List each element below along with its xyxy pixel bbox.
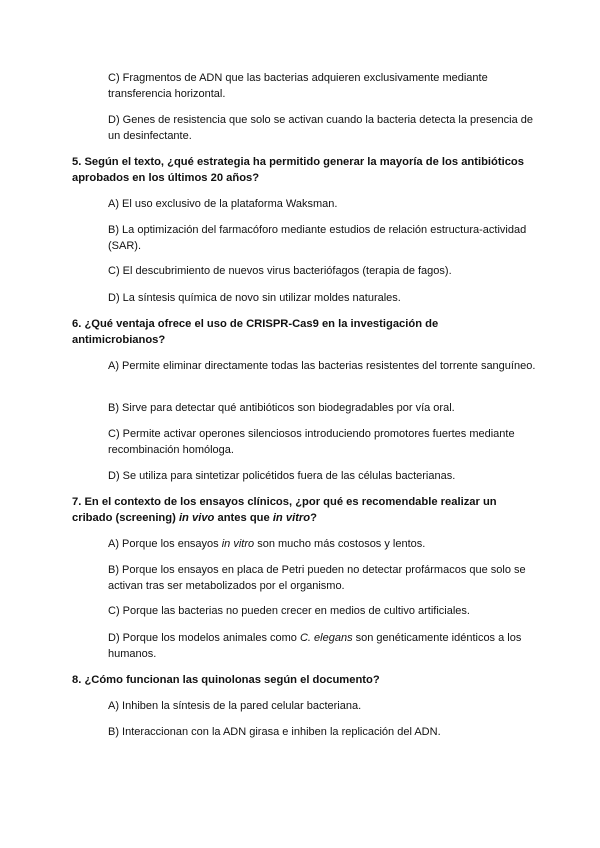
question-7-em-in-vitro: in vitro bbox=[272, 512, 311, 524]
option-7d bbox=[108, 630, 536, 662]
question-5-title: 5. Según el texto, ¿qué estrategia ha permitido generar la mayoría de los antibióticos aprobados en los últimos 20 años? bbox=[72, 156, 524, 184]
option-5a: A) El uso exclusivo de la plataforma Waksman. bbox=[108, 198, 338, 210]
question-6-title: 6. ¿Qué ventaja ofrece el uso de CRISPR-Cas9 en la investigación de antimicrobianos? bbox=[72, 318, 439, 346]
question-7-text-c: ? bbox=[310, 512, 317, 524]
option-7a-em: in vitro bbox=[221, 538, 255, 550]
option-7b: B) Porque los ensayos en placa de Petri pueden no detectar profármacos que solo se activan tras ser metabolizados por el organismo. bbox=[108, 564, 526, 592]
option-8b: B) Interaccionan con la ADN girasa e inhiben la replicación del ADN. bbox=[108, 726, 441, 738]
question-7-text-a: 7. En el contexto de los ensayos clínicos, ¿por qué es recomendable realizar un cribado (screening) bbox=[72, 496, 497, 524]
option-7d-em: C. elegans bbox=[299, 632, 353, 644]
question-8-title: 8. ¿Cómo funcionan las quinolonas según el documento? bbox=[72, 674, 380, 686]
option-5c: C) El descubrimiento de nuevos virus bacteriófagos (terapia de fagos). bbox=[108, 265, 452, 277]
question-7-title bbox=[72, 494, 532, 526]
option-6d: D) Se utiliza para sintetizar policétidos fuera de las células bacterianas. bbox=[108, 470, 456, 482]
option-7a bbox=[108, 536, 536, 552]
option-6b: B) Sirve para detectar qué antibióticos son biodegradables por vía oral. bbox=[108, 402, 455, 414]
question-7-em-in-vivo: in vivo bbox=[178, 512, 215, 524]
option-5d: D) La síntesis química de novo sin utilizar moldes naturales. bbox=[108, 292, 401, 304]
option-6c: C) Permite activar operones silenciosos introduciendo promotores fuertes mediante recombinación homóloga. bbox=[108, 428, 515, 456]
option-4d: D) Genes de resistencia que solo se activan cuando la bacteria detecta la presencia de un desinfectante. bbox=[108, 114, 533, 142]
option-7c: C) Porque las bacterias no pueden crecer en medios de cultivo artificiales. bbox=[108, 605, 470, 617]
option-6a: A) Permite eliminar directamente todas las bacterias resistentes del torrente sanguíneo. bbox=[108, 360, 536, 372]
option-7a-text-a: A) Porque los ensayos bbox=[108, 538, 222, 550]
option-7d-text-b: son genéticamente idénticos a los humanos. bbox=[108, 632, 522, 660]
option-4c: C) Fragmentos de ADN que las bacterias adquieren exclusivamente mediante transferencia horizontal. bbox=[108, 72, 488, 100]
option-8a: A) Inhiben la síntesis de la pared celular bacteriana. bbox=[108, 700, 362, 712]
option-7a-text-b: son mucho más costosos y lentos. bbox=[254, 538, 426, 550]
option-7d-text-a: D) Porque los modelos animales como bbox=[108, 632, 300, 644]
option-5b: B) La optimización del farmacóforo mediante estudios de relación estructura-actividad (SAR). bbox=[108, 224, 527, 252]
question-7-text-b: antes que bbox=[214, 512, 273, 524]
